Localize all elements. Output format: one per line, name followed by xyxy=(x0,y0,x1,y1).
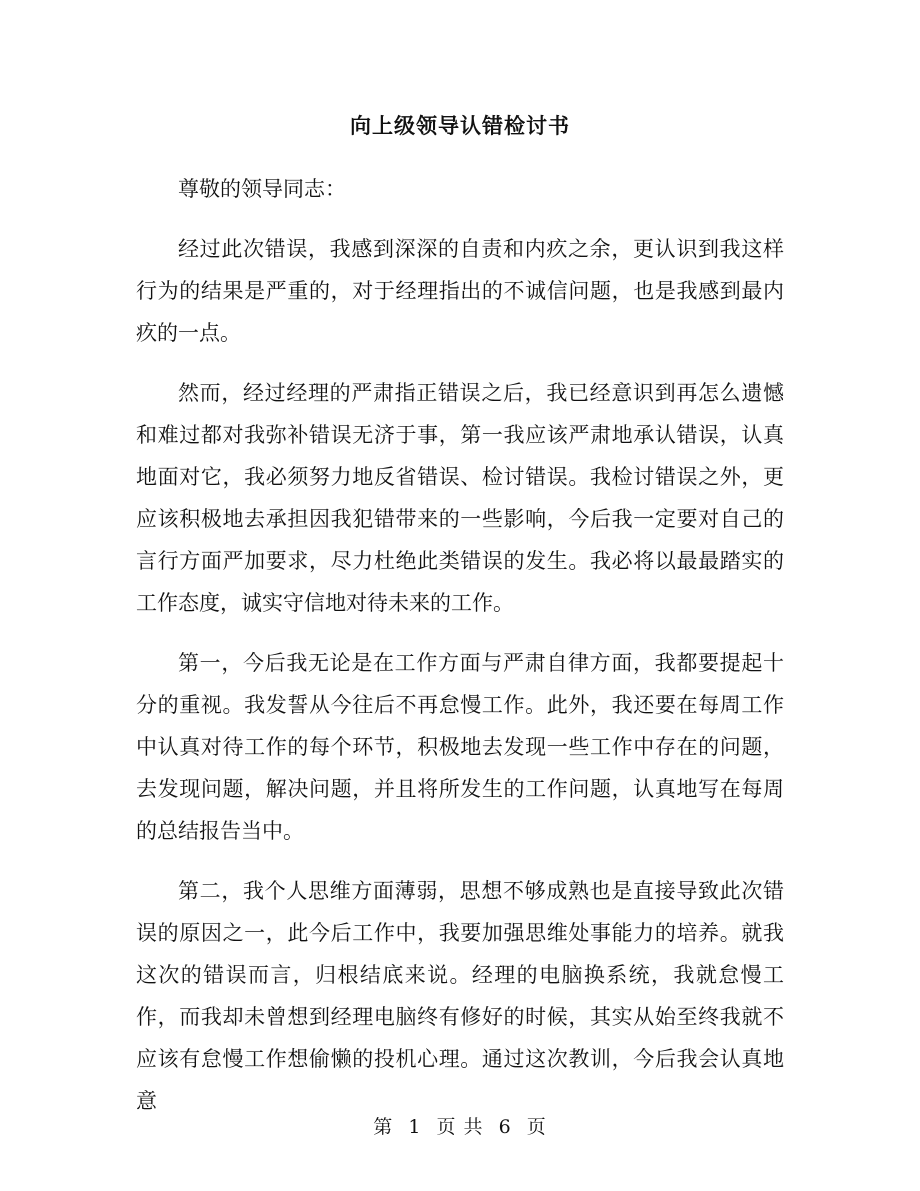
paragraph-2: 然而，经过经理的严肃指正错误之后，我已经意识到再怎么遗憾和难过都对我弥补错误无济于事，第一我应该严肃地承认错误，认真地面对它，我必须努力地反省错误、检讨错误。我检讨错误之外，更应该积极地去承担因我犯错带来的一些影响，今后我一定要对自己的言行方面严加要求，尽力杜绝此类错误的发生。我必将以最最踏实的工作态度，诚实守信地对待未来的工作。 xyxy=(136,381,784,615)
document-title: 向上级领导认错检讨书 xyxy=(350,113,570,138)
paragraph-3: 第一，今后我无论是在工作方面与严肃自律方面，我都要提起十分的重视。我发誓从今往后不再怠慢工作。此外，我还要在每周工作中认真对待工作的每个环节，积极地去发现一些工作中存在的问题，去发现问题，解决问题，并且将所发生的工作问题，认真地写在每周的总结报告当中。 xyxy=(136,651,784,843)
page-number-footer xyxy=(0,1112,920,1139)
paragraph-4: 第二，我个人思维方面薄弱，思想不够成熟也是直接导致此次错误的原因之一，此今后工作中，我要加强思维处事能力的培养。就我这次的错误而言，归根结底来说。经理的电脑换系统，我就怠慢工作，而我却未曾想到经理电脑终有修好的时候，其实从始至终我就不应该有怠慢工作想偷懒的投机心理。通过这次教训，今后我会认真地意 xyxy=(136,879,784,1113)
document-body xyxy=(136,168,784,1140)
current-page-number: 1 xyxy=(408,1116,422,1138)
page-label-prefix: 第 xyxy=(373,1116,394,1138)
page-label-mid: 页 共 xyxy=(436,1116,484,1138)
page-label-suffix: 页 xyxy=(526,1116,547,1138)
total-pages-number: 6 xyxy=(498,1116,512,1138)
paragraph-1: 经过此次错误，我感到深深的自责和内疚之余，更认识到我这样行为的结果是严重的，对于经理指出的不诚信问题，也是我感到最内疚的一点。 xyxy=(136,237,784,345)
salutation: 尊敬的领导同志： xyxy=(178,177,346,201)
